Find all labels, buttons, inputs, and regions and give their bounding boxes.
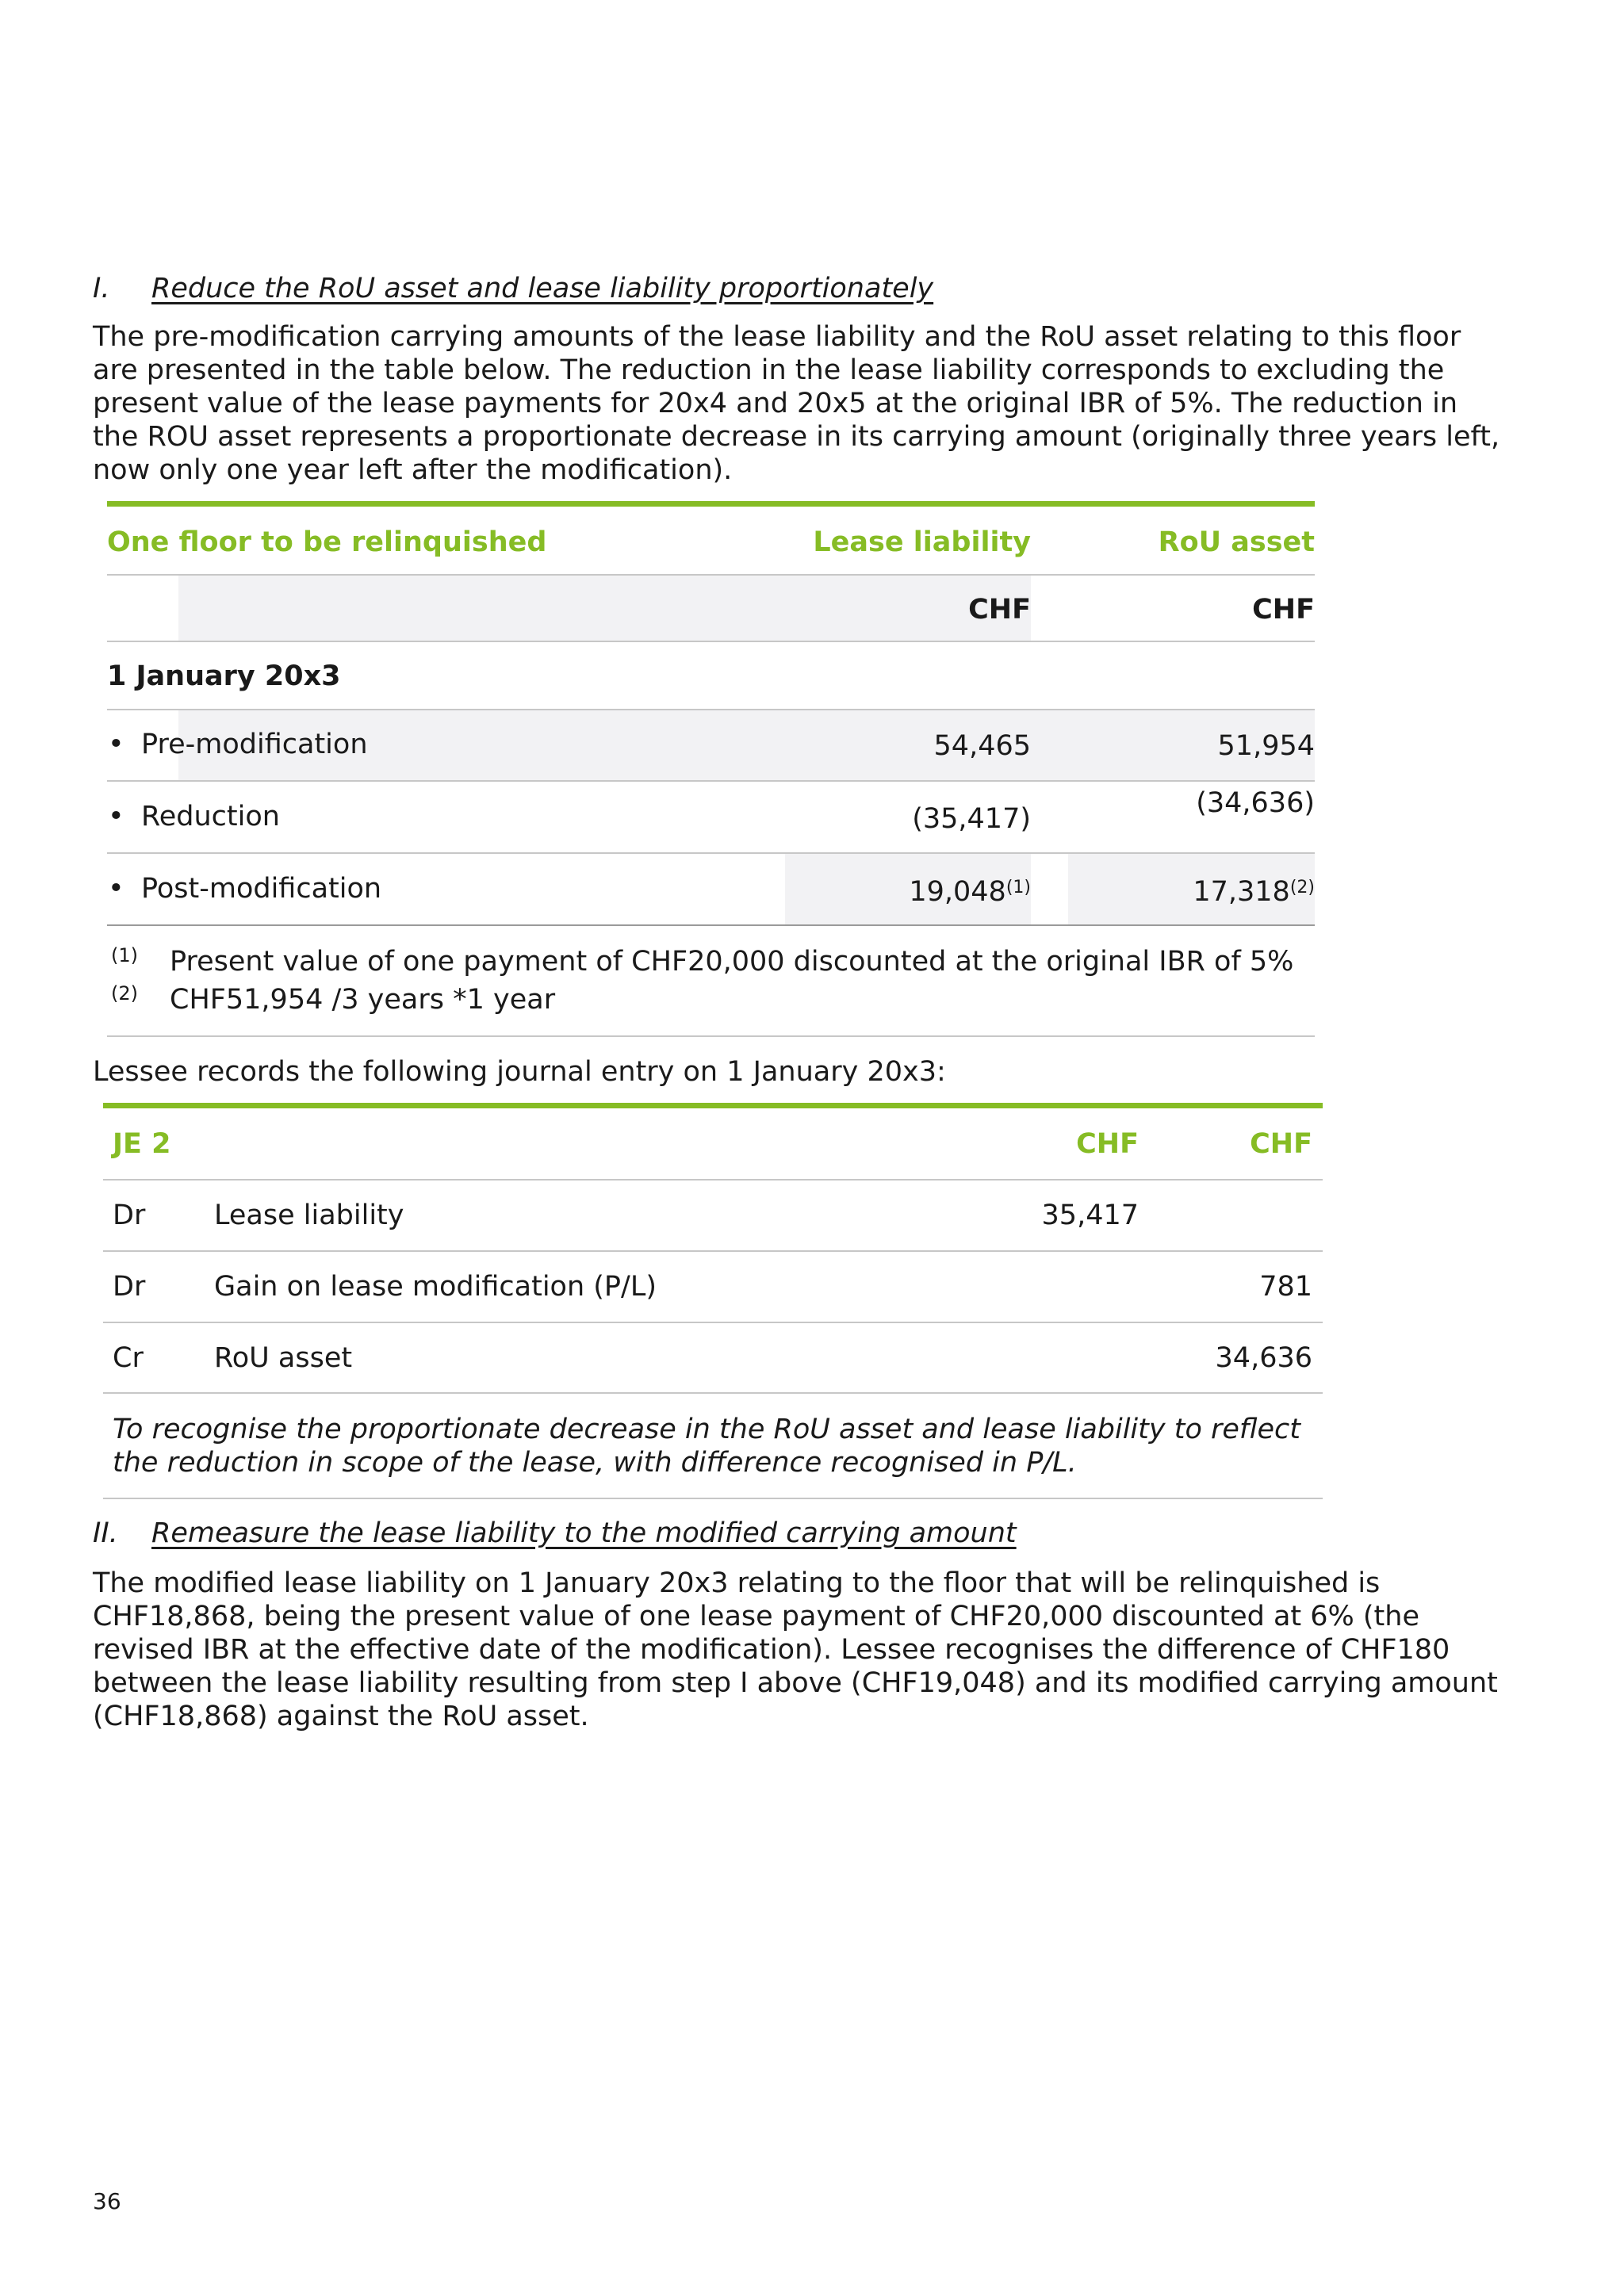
- journal-row-1-debit: 35,417: [1041, 1200, 1139, 1231]
- journal-row-1-account: Lease liability: [214, 1200, 404, 1231]
- journal-intro: Lessee records the following journal entry on 1 January 20x3:: [93, 1056, 946, 1088]
- journal-row-3-credit: 34,636: [1215, 1342, 1312, 1374]
- journal-rule: [103, 1392, 1323, 1394]
- table-1-row-reduction-label: • Reduction: [141, 800, 280, 833]
- footnote-2-marker: (2): [111, 982, 138, 1004]
- footnote-2-text: CHF51,954 /3 years *1 year: [170, 984, 556, 1016]
- section-2-paragraph: The modified lease liability on 1 January 20x3 relating to the floor that will be relinquished is CHF18,868, being the present value of one lease payment of CHF20,000 discounted at 6% (the revised IBR at the effective date of the modification). Lessee recognises the difference of CHF180 between the lease liability resulting from step I above (CHF19,048) and its modified carrying amount (CHF18,868) against the RoU asset.: [93, 1567, 1498, 1732]
- journal-row-2-credit: 781: [1259, 1271, 1312, 1303]
- section-1-paragraph: The pre-modification carrying amounts of the lease liability and the RoU asset relating to this floor are presented in the table below. The reduction in the lease liability corresponds to excluding the present value of the lease payments for 20x4 and 20x5 at the original IBR of 5%. The reduction in the ROU asset represents a proportionate decrease in its carrying amount (originally three years left, now only one year left after the modification).: [93, 321, 1500, 486]
- section-1-number: I.: [93, 273, 110, 304]
- journal-top-accent: [103, 1103, 1323, 1108]
- table-1-header-description: One floor to be relinquished: [107, 526, 547, 558]
- table-1-row-post-modification-rou: [998, 875, 1315, 909]
- table-1-header-lease-liability: Lease liability: [813, 526, 1031, 558]
- footnote-1-ref: (1): [1005, 878, 1031, 897]
- journal-col-debit: CHF: [1076, 1128, 1139, 1160]
- table-1-row-post-modification-lease: [714, 875, 1031, 909]
- section-2-heading: [93, 1516, 1017, 1551]
- table-1-row-reduction-rou: (34,636): [1196, 787, 1315, 819]
- journal-row-3-side: Cr: [113, 1342, 144, 1374]
- footnote-2-ref: (2): [1289, 878, 1315, 897]
- table-1-bottom-rule: [107, 1035, 1315, 1037]
- table-1-date-row: 1 January 20x3: [107, 660, 341, 692]
- table-1-row-pre-modification-rou: 51,954: [1217, 730, 1315, 762]
- footnote-1-text: Present value of one payment of CHF20,000 discounted at the original IBR of 5%: [170, 946, 1294, 978]
- table-1-row-reduction-lease: (35,417): [912, 803, 1031, 835]
- table-1-header-rou-asset: RoU asset: [1158, 526, 1315, 558]
- journal-title: JE 2: [113, 1128, 171, 1160]
- table-1-rule: [107, 924, 1315, 926]
- section-2-title: Remeasure the lease liability to the modified carrying amount: [151, 1517, 1017, 1549]
- journal-rule: [103, 1250, 1323, 1252]
- post-modification-lease-value: 19,048: [909, 876, 1006, 908]
- journal-rule: [103, 1179, 1323, 1181]
- journal-row-1-side: Dr: [113, 1200, 146, 1231]
- journal-row-3-account: RoU asset: [214, 1342, 353, 1374]
- journal-row-2-account: Gain on lease modification (P/L): [214, 1271, 657, 1303]
- section-1-heading: [93, 271, 933, 306]
- table-1-rule: [107, 780, 1315, 782]
- journal-row-2-side: Dr: [113, 1271, 146, 1303]
- table-1-top-accent: [107, 501, 1315, 507]
- table-1-row-post-modification-label: • Post-modification: [141, 872, 381, 905]
- section-2-number: II.: [93, 1517, 118, 1549]
- table-1-rule: [107, 641, 1315, 642]
- page-number: 36: [93, 2188, 121, 2214]
- journal-note-line-2: the reduction in scope of the lease, with difference recognised in P/L.: [113, 1447, 1077, 1479]
- journal-col-credit: CHF: [1250, 1128, 1312, 1160]
- section-1-title: Reduce the RoU asset and lease liability proportionately: [151, 273, 934, 304]
- journal-note-line-1: To recognise the proportionate decrease in the RoU asset and lease liability to reflect: [113, 1414, 1301, 1445]
- table-1-row-pre-modification-label: • Pre-modification: [141, 728, 368, 761]
- footnote-1-marker: (1): [111, 944, 138, 966]
- post-modification-rou-value: 17,318: [1193, 876, 1290, 908]
- table-1-currency-lease: CHF: [968, 594, 1031, 626]
- table-1-currency-rou: CHF: [1252, 594, 1315, 626]
- journal-rule: [103, 1322, 1323, 1323]
- table-1-row-pre-modification-lease: 54,465: [933, 730, 1031, 762]
- journal-bottom-rule: [103, 1498, 1323, 1499]
